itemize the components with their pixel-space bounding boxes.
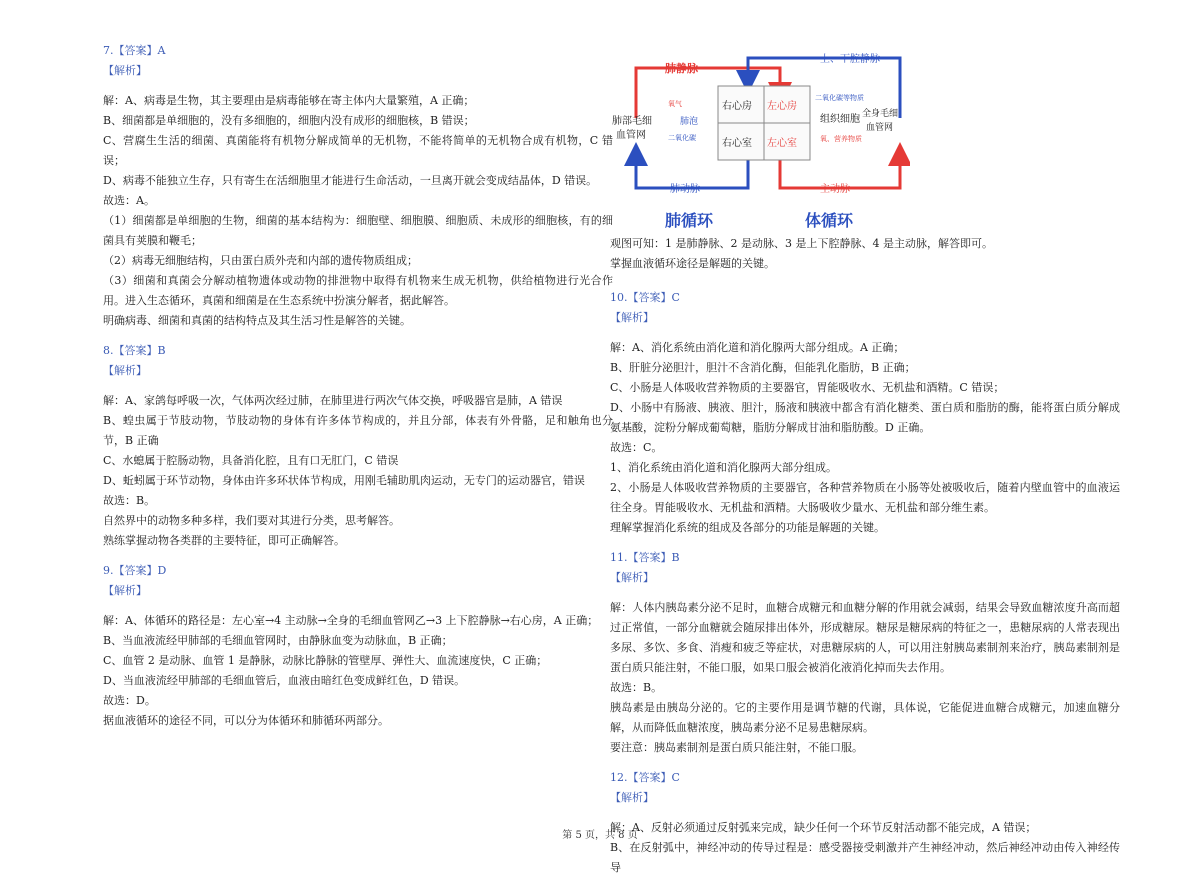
- q9-line-3: C、血管 2 是动脉、血管 1 是静脉，动脉比静脉的管壁厚、弹性大、血流速度快，C 正确；: [103, 654, 548, 667]
- q11-line-2: 故选：B。: [610, 681, 663, 694]
- q11-line-4: 要注意：胰岛素制剂是蛋白质只能注射，不能口服。: [610, 741, 863, 754]
- analysis-label-q9: 【解析】: [103, 584, 147, 597]
- q7-line-2: B、细菌都是单细胞的，没有多细胞的，细胞内没有成形的细胞核，B 错误；: [103, 114, 475, 127]
- page-footer: 第 5 页，共 8 页: [562, 830, 638, 841]
- analysis-label-q10: 【解析】: [610, 311, 654, 324]
- q8-line-2: B、蝗虫属于节肢动物，节肢动物的身体有许多体节构成的，并且分部，体表有外骨骼，足和触角也分节，B 正确: [103, 414, 613, 447]
- oxygen-label: 氧气: [668, 100, 682, 108]
- q7-line-7: （2）病毒无细胞结构，只由蛋白质外壳和内部的遗传物质组成；: [103, 254, 418, 267]
- analysis-label-q12: 【解析】: [610, 791, 654, 804]
- body-capillary-label-1: 全身毛细: [862, 109, 899, 119]
- q8-line-5: 故选：B。: [103, 494, 156, 507]
- q8-line-7: 熟练掌握动物各类群的主要特征，即可正确解答。: [103, 534, 345, 547]
- analysis-label-q7: 【解析】: [103, 64, 147, 77]
- q10-line-3: C、小肠是人体吸收营养物质的主要器官，胃能吸收水、无机盐和酒精。C 错误；: [610, 381, 1005, 394]
- left-atrium: 左心房: [767, 101, 797, 112]
- q10-line-6: 1、消化系统由消化道和消化腺两大部分组成。: [610, 461, 837, 474]
- q9-line-6: 据血液循环的途径不同，可以分为体循环和肺循环两部分。: [103, 714, 389, 727]
- right-column: [610, 234, 1120, 878]
- right-ventricle: 右心室: [722, 138, 752, 149]
- q8-line-3: C、水螅属于腔肠动物，具备消化腔，且有口无肛门，C 错误: [103, 454, 399, 467]
- q8-line-6: 自然界中的动物多种多样，我们要对其进行分类，思考解答。: [103, 514, 400, 527]
- q10-line-2: B、肝脏分泌胆汁，胆汁不含消化酶，但能乳化脂肪，B 正确；: [610, 361, 916, 374]
- q8-line-1: 解：A、家鸽每呼吸一次，气体两次经过肺，在肺里进行两次气体交换，呼吸器官是肺，A 错误: [103, 394, 563, 407]
- q7-line-4: D、病毒不能独立生存，只有寄生在活细胞里才能进行生命活动，一旦离开就会变成结晶体，D 错误。: [103, 174, 598, 187]
- q7-line-6: （1）细菌都是单细胞的生物，细菌的基本结构为：细胞壁、细胞膜、细胞质、未成形的细胞核，有的细菌具有荚膜和鞭毛；: [103, 214, 613, 247]
- answer-q7: 7.【答案】A: [103, 44, 166, 57]
- q9-tail-line-1: 观图可知：1 是肺静脉、2 是动脉、3 是上下腔静脉、4 是主动脉，解答即可。: [610, 237, 993, 250]
- co2-waste-label: 二氧化碳等物质: [815, 94, 864, 102]
- q10-line-1: 解：A、消化系统由消化道和消化腺两大部分组成。A 正确；: [610, 341, 905, 354]
- q9-line-2: B、当血液流经甲肺部的毛细血管网时，由静脉血变为动脉血，B 正确；: [103, 634, 453, 647]
- answer-q12: 12.【答案】C: [610, 771, 680, 784]
- pulmonary-artery-label: 肺动脉: [670, 184, 700, 195]
- q12-line-1: 解：A、反射必须通过反射弧来完成，缺少任何一个环节反射活动都不能完成，A 错误；: [610, 821, 1037, 834]
- left-column: [103, 41, 613, 731]
- pulmonary-circulation-title: 肺循环: [665, 211, 714, 230]
- q9-line-4: D、当血液流经甲肺部的毛细血管后，血液由暗红色变成鲜红色，D 错误。: [103, 674, 466, 687]
- q10-line-5: 故选：C。: [610, 441, 663, 454]
- q7-line-3: C、营腐生生活的细菌、真菌能将有机物分解成简单的无机物，不能将简单的无机物合成有机物，C 错误；: [103, 134, 613, 167]
- lung-capillary-label-2: 血管网: [616, 130, 646, 141]
- q10-line-8: 理解掌握消化系统的组成及各部分的功能是解题的关键。: [610, 521, 885, 534]
- systemic-circulation-title: 体循环: [805, 211, 854, 230]
- body-capillary-label-2: 血管网: [866, 123, 894, 133]
- q7-line-1: 解：A、病毒是生物，其主要理由是病毒能够在寄主体内大量繁殖，A 正确；: [103, 94, 475, 107]
- answer-q10: 10.【答案】C: [610, 291, 680, 304]
- aorta-label: 主动脉: [820, 184, 850, 195]
- answer-q11: 11.【答案】B: [610, 551, 680, 564]
- analysis-label-q11: 【解析】: [610, 571, 654, 584]
- answer-q8: 8.【答案】B: [103, 344, 166, 357]
- alveoli-label: 肺泡: [680, 117, 699, 127]
- q9-line-1: 解：A、体循环的路径是：左心室→4 主动脉→全身的毛细血管网乙→3 上下腔静脉→右心房，A 正确；: [103, 614, 599, 627]
- q12-line-2: B、在反射弧中，神经冲动的传导过程是：感受器接受刺激并产生神经冲动，然后神经冲动由传入神经传导: [610, 841, 1120, 874]
- answer-q9: 9.【答案】D: [103, 564, 167, 577]
- vena-cava-label: 上、下腔静脉: [820, 54, 880, 65]
- q9-line-5: 故选：D。: [103, 694, 156, 707]
- q8-line-4: D、蚯蚓属于环节动物，身体由许多环状体节构成，用刚毛辅助肌肉运动，无专门的运动器官，错误: [103, 474, 585, 487]
- q10-line-7: 2、小肠是人体吸收营养物质的主要器官，各种营养物质在小肠等处被吸收后，随着内壁血管中的血液运往全身。胃能吸收水、无机盐和酒精。大肠吸收少量水、无机盐和部分维生素。: [610, 481, 1120, 514]
- nutrients-label: 氧、营养物质: [820, 135, 862, 143]
- q7-line-5: 故选：A。: [103, 194, 155, 207]
- q11-line-3: 胰岛素是由胰岛分泌的。它的主要作用是调节糖的代谢，具体说，它能促进血糖合成糖元，加速血糖分解，从而降低血糖浓度，胰岛素分泌不足易患糖尿病。: [610, 701, 1120, 734]
- q9-tail-line-2: 掌握血液循环途径是解题的关键。: [610, 257, 775, 270]
- co2-label: 二氧化碳: [668, 134, 696, 142]
- analysis-label-q8: 【解析】: [103, 364, 147, 377]
- q7-line-9: 明确病毒、细菌和真菌的结构特点及其生活习性是解答的关键。: [103, 314, 411, 327]
- tissue-cell-label: 组织细胞: [820, 114, 860, 125]
- q7-line-8: （3）细菌和真菌会分解动植物遗体或动物的排泄物中取得有机物来生成无机物，供给植物进行光合作用。进入生态循环，真菌和细菌是在生态系统中扮演分解者，据此解答。: [103, 274, 613, 307]
- pulmonary-vein-label: 肺静脉: [665, 62, 698, 75]
- q10-line-4: D、小肠中有肠液、胰液、胆汁，肠液和胰液中都含有消化糖类、蛋白质和脂肪的酶，能将蛋白质分解成氨基酸，淀粉分解成葡萄糖，脂肪分解成甘油和脂肪酸。D 正确。: [610, 401, 1120, 434]
- left-ventricle: 左心室: [767, 138, 797, 149]
- q11-line-1: 解：人体内胰岛素分泌不足时，血糖合成糖元和血糖分解的作用就会减弱，结果会导致血糖浓度升高而超过正常值，一部分血糖就会随尿排出体外，形成糖尿。糖尿是糖尿病的特征之一，患糖尿病的人常表现出多尿、多饮、多食、消瘦和疲乏等症状，对患糖尿病的人，可以用注射胰岛素制剂来治疗，胰岛素制剂是蛋白质只能注射，不能口服，如果口服会被消化液消化掉而失去作用。: [610, 601, 1120, 674]
- blood-circulation-diagram: [610, 48, 910, 233]
- right-atrium: 右心房: [722, 101, 752, 112]
- lung-capillary-label-1: 肺部毛细: [612, 116, 652, 127]
